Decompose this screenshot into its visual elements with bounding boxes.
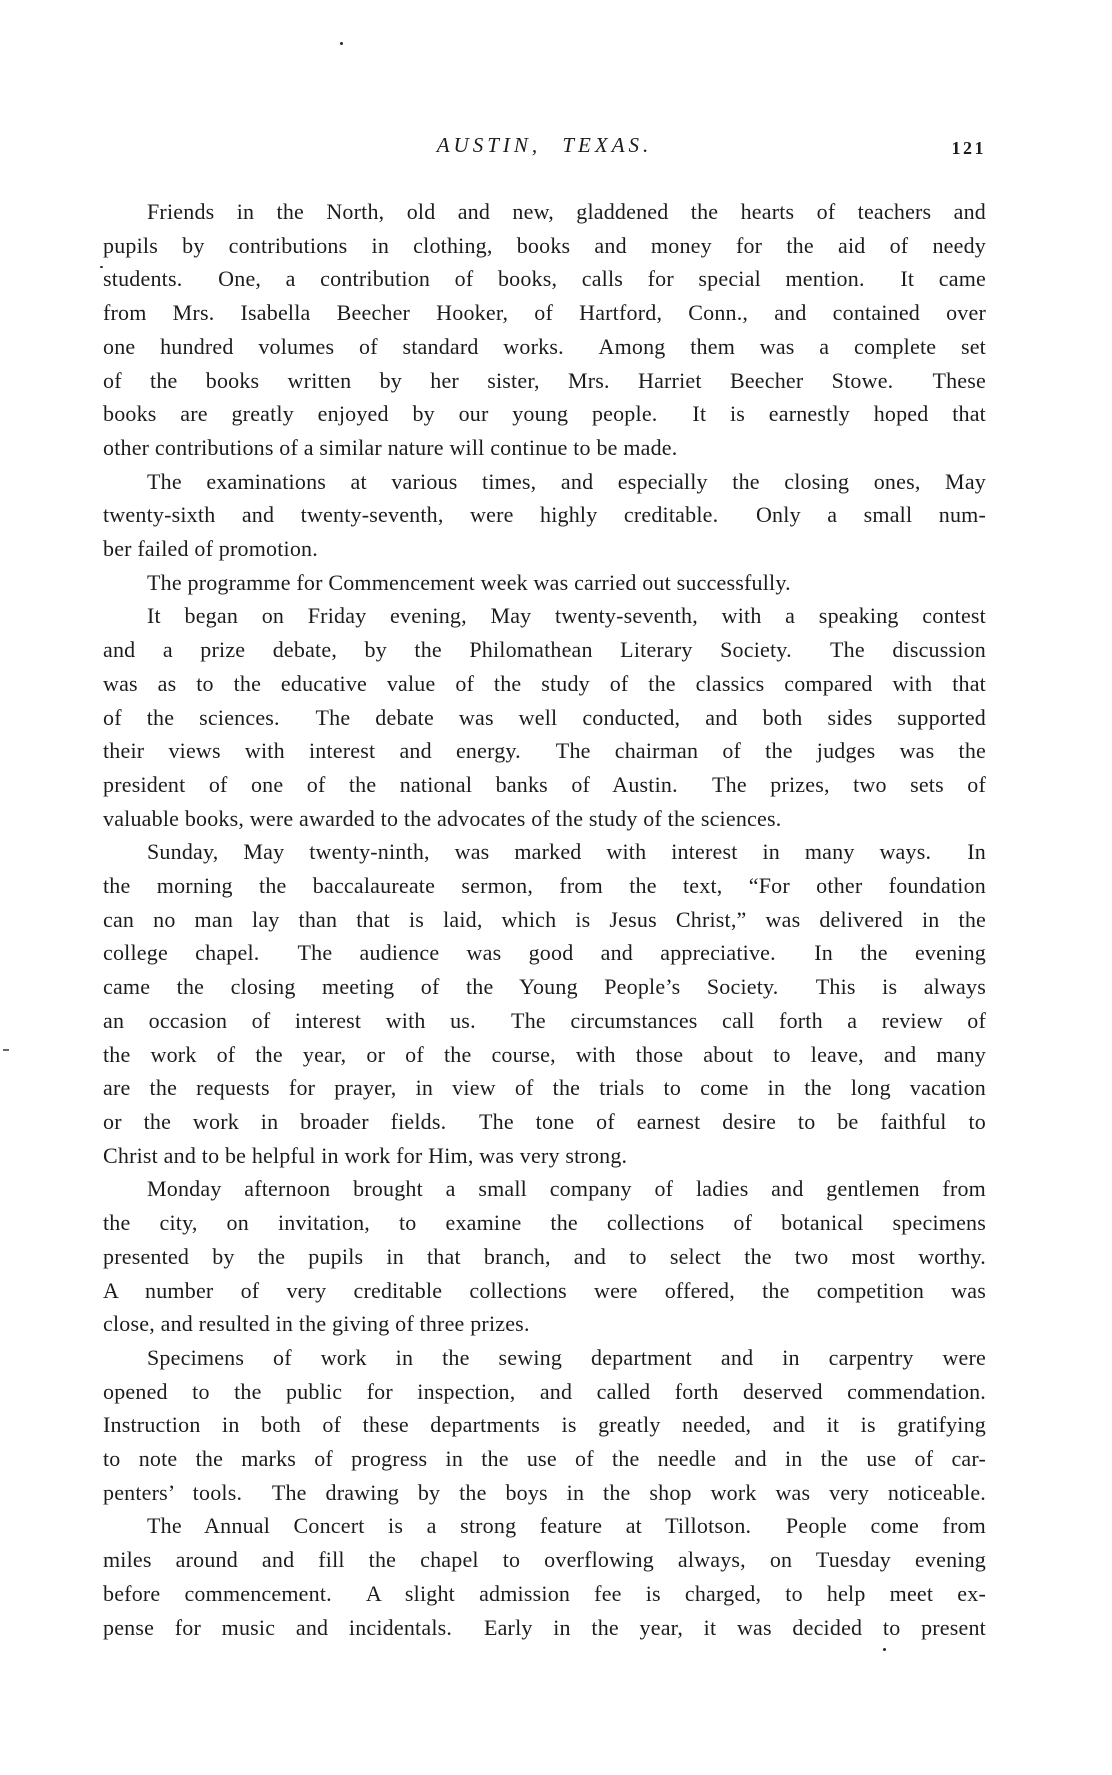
- text-line: came the closing meeting of the Young People’s Society. This is always: [103, 974, 986, 1000]
- text-line: president of one of the national banks of Austin. The prizes, two sets of: [103, 771, 986, 797]
- text-line: miles around and fill the chapel to overflowing always, on Tuesday evening: [103, 1547, 986, 1573]
- text-line: The programme for Commencement week was carried out successfully.: [147, 569, 791, 595]
- text-line: penters’ tools. The drawing by the boys in the shop work was very noticeable.: [103, 1479, 986, 1505]
- text-line: Sunday, May twenty-ninth, was marked with interest in many ways. In: [147, 839, 986, 865]
- text-line: Christ and to be helpful in work for Him, was very strong.: [103, 1142, 628, 1168]
- paragraph: [103, 1172, 986, 1341]
- scan-speck: [883, 1648, 886, 1651]
- text-line: their views with interest and energy. The chairman of the judges was the: [103, 738, 986, 764]
- text-line: Specimens of work in the sewing department and in carpentry were: [147, 1344, 986, 1370]
- text-line: or the work in broader fields. The tone of earnest desire to be faithful to: [103, 1108, 986, 1134]
- text-line: A number of very creditable collections were offered, the competition was: [103, 1277, 986, 1303]
- paragraph: [103, 195, 986, 465]
- text-line: before commencement. A slight admission fee is charged, to help meet ex-: [103, 1580, 986, 1606]
- text-line: pense for music and incidentals. Early in the year, it was decided to present: [103, 1614, 986, 1640]
- paragraph: [103, 1341, 986, 1510]
- text-line: ber failed of promotion.: [103, 536, 318, 562]
- text-line: The examinations at various times, and especially the closing ones, May: [147, 468, 986, 494]
- text-line: Friends in the North, old and new, gladdened the hearts of teachers and: [147, 199, 986, 224]
- text-line: was as to the educative value of the study of the classics compared with that: [103, 670, 986, 696]
- text-line: to note the marks of progress in the use of the needle and in the use of car-: [103, 1446, 986, 1472]
- page-number: 121: [951, 138, 986, 158]
- text-line: students. One, a contribution of books, calls for special mention. It came: [103, 266, 986, 292]
- text-line: of the sciences. The debate was well conducted, and both sides supported: [103, 704, 986, 730]
- text-line: The Annual Concert is a strong feature at Tillotson. People come from: [147, 1513, 986, 1539]
- text-line: It began on Friday evening, May twenty-seventh, with a speaking contest: [147, 603, 986, 629]
- text-line: twenty-sixth and twenty-seventh, were highly creditable. Only a small num-: [103, 502, 986, 528]
- text-line: the morning the baccalaureate sermon, from the text, “For other foundation: [103, 873, 986, 899]
- text-line: presented by the pupils in that branch, and to select the two most worthy.: [103, 1243, 986, 1269]
- text-line: an occasion of interest with us. The circumstances call forth a review of: [103, 1007, 986, 1033]
- paragraph: [103, 1509, 986, 1644]
- paragraph: [103, 835, 986, 1172]
- text-line: one hundred volumes of standard works. Among them was a complete set: [103, 333, 986, 359]
- text-line: and a prize debate, by the Philomathean Literary Society. The discussion: [103, 637, 986, 663]
- text-line: can no man lay than that is laid, which is Jesus Christ,” was delivered in the: [103, 906, 986, 932]
- text-line: close, and resulted in the giving of three prizes.: [103, 1311, 530, 1337]
- text-line: of the books written by her sister, Mrs. Harriet Beecher Stowe. These: [103, 367, 986, 393]
- text-line: Instruction in both of these departments is greatly needed, and it is gratifying: [103, 1412, 986, 1438]
- text-line: opened to the public for inspection, and called forth deserved commendation.: [103, 1378, 986, 1404]
- text-line: other contributions of a similar nature will continue to be made.: [103, 434, 678, 460]
- text-line: books are greatly enjoyed by our young people. It is earnestly hoped that: [103, 401, 986, 427]
- text-line: are the requests for prayer, in view of the trials to come in the long vacation: [103, 1075, 986, 1101]
- scan-speck: [100, 266, 103, 268]
- text-line: Monday afternoon brought a small company of ladies and gentlemen from: [147, 1176, 986, 1202]
- text-line: from Mrs. Isabella Beecher Hooker, of Hartford, Conn., and contained over: [103, 300, 986, 326]
- text-line: the city, on invitation, to examine the collections of botanical specimens: [103, 1210, 986, 1236]
- paragraph: [103, 599, 986, 835]
- text-line: pupils by contributions in clothing, books and money for the aid of needy: [103, 232, 986, 258]
- page-title: AUSTIN, TEXAS.: [436, 133, 653, 157]
- paragraph: [103, 566, 986, 600]
- scan-speck: [3, 1049, 9, 1051]
- scan-speck: [340, 42, 343, 45]
- text-line: the work of the year, or of the course, with those about to leave, and many: [103, 1041, 986, 1067]
- paragraph: [103, 465, 986, 566]
- text-line: college chapel. The audience was good and appreciative. In the evening: [103, 940, 986, 966]
- text-line: valuable books, were awarded to the advocates of the study of the sciences.: [103, 805, 782, 831]
- page-body: [103, 195, 986, 1644]
